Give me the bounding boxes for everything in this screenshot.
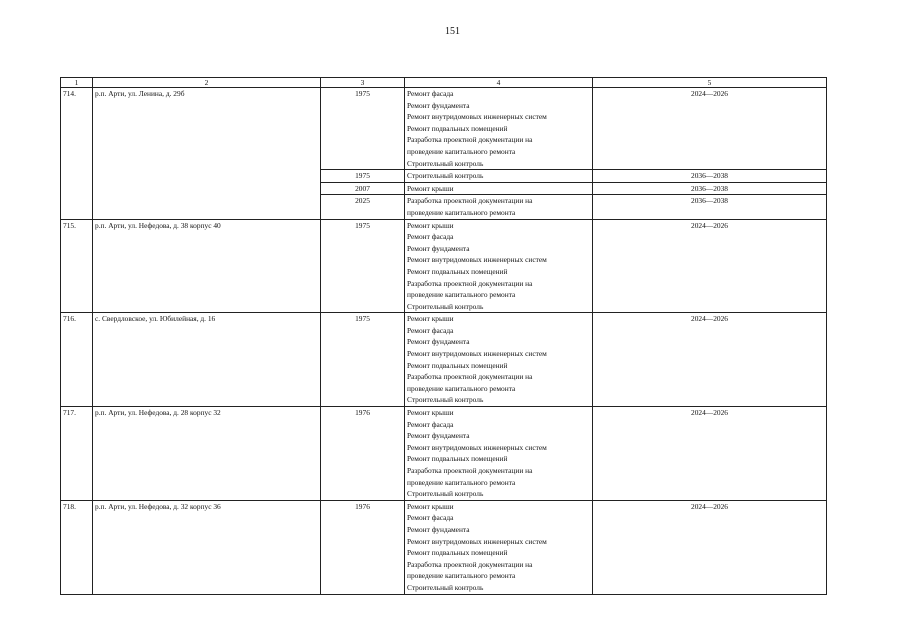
table-body [61, 78, 827, 595]
column-number: 1 [61, 78, 93, 88]
address-cell: с. Свердловское, ул. Юбилейная, д. 16 [93, 313, 321, 407]
works-cell [405, 219, 593, 313]
period-cell: 2036—2038 [593, 195, 827, 219]
work-item: Ремонт фасада [407, 89, 454, 98]
work-item: проведение капитального ремонта [407, 207, 516, 217]
address-cell: р.п. Арти, ул. Нефедова, д. 32 корпус 36 [93, 500, 321, 594]
works-cell [405, 182, 593, 195]
row-number: 715. [61, 219, 93, 313]
work-item: Разработка проектной документации на [407, 466, 533, 475]
works-cell [405, 170, 593, 183]
work-item: Ремонт подвальных помещений [407, 123, 508, 133]
column-number: 2 [93, 78, 321, 88]
row-number: 718. [61, 500, 93, 594]
work-item: Ремонт крыши [407, 408, 454, 418]
work-item: Разработка проектной документации на [407, 372, 533, 382]
work-item: Ремонт фасада [407, 419, 454, 429]
row-number: 714. [61, 88, 93, 220]
work-item: Строительный контроль [407, 582, 484, 592]
work-item: Ремонт крыши [407, 501, 454, 511]
page-number: 151 [445, 26, 460, 37]
work-item: Ремонт крыши [407, 183, 454, 193]
year-cell: 1975 [321, 170, 405, 183]
work-item: Строительный контроль [407, 301, 484, 311]
work-item: Ремонт фундамента [407, 431, 470, 441]
work-item: Разработка проектной документации на [407, 196, 533, 206]
work-item: Ремонт крыши [407, 314, 454, 324]
period-cell: 2024—2026 [593, 500, 827, 594]
work-item: Ремонт внутридомовых инженерных систем [407, 536, 547, 546]
table-row [61, 500, 827, 594]
work-item: проведение капитального ремонта [407, 477, 516, 487]
column-number-row [61, 78, 827, 88]
work-item: проведение капитального ремонта [407, 290, 516, 300]
column-number: 4 [405, 78, 593, 88]
work-item: Строительный контроль [407, 158, 484, 168]
work-item: Ремонт внутридомовых инженерных систем [407, 349, 547, 359]
year-cell: 1975 [321, 219, 405, 313]
address-cell: р.п. Арти, ул. Нефедова, д. 38 корпус 40 [93, 219, 321, 313]
column-number: 3 [321, 78, 405, 88]
work-item: Ремонт фасада [407, 232, 454, 242]
work-item: Ремонт фасада [407, 325, 454, 335]
work-item: Ремонт фасада [407, 513, 454, 523]
period-cell: 2024—2026 [593, 313, 827, 407]
address-cell: р.п. Арти, ул. Нефедова, д. 28 корпус 32 [93, 407, 321, 501]
work-item: Строительный контроль [407, 489, 484, 499]
table-row [61, 313, 827, 407]
period-cell: 2024—2026 [593, 407, 827, 501]
period-cell: 2036—2038 [593, 182, 827, 195]
repair-schedule-table [60, 77, 827, 595]
work-item: Ремонт подвальных помещений [407, 266, 508, 276]
work-item: Строительный контроль [407, 395, 484, 405]
works-cell [405, 500, 593, 594]
work-item: Ремонт внутридомовых инженерных систем [407, 112, 547, 122]
works-cell [405, 407, 593, 501]
work-item: Строительный контроль [407, 171, 484, 181]
table-row [61, 88, 827, 170]
work-item: Разработка проектной документации на [407, 559, 533, 569]
work-item: проведение капитального ремонта [407, 146, 516, 156]
row-number: 716. [61, 313, 93, 407]
year-cell: 2007 [321, 182, 405, 195]
work-item: проведение капитального ремонта [407, 571, 516, 581]
year-cell: 1975 [321, 88, 405, 170]
works-cell [405, 313, 593, 407]
work-item: Ремонт подвальных помещений [407, 454, 508, 464]
work-item: Ремонт внутридомовых инженерных систем [407, 255, 547, 265]
address-cell: р.п. Арти, ул. Ленина, д. 29б [93, 88, 321, 220]
table-row [61, 407, 827, 501]
work-item: Разработка проектной документации на [407, 278, 533, 288]
table-row [61, 219, 827, 313]
year-cell: 1976 [321, 407, 405, 501]
work-item: Ремонт фундамента [407, 337, 470, 347]
works-cell [405, 88, 593, 170]
year-cell: 1976 [321, 500, 405, 594]
period-cell: 2024—2026 [593, 219, 827, 313]
work-item: Ремонт фундамента [407, 243, 470, 253]
work-item: Ремонт крыши [407, 220, 454, 230]
year-cell: 1975 [321, 313, 405, 407]
work-item: Ремонт подвальных помещений [407, 360, 508, 370]
row-number: 717. [61, 407, 93, 501]
work-item: проведение капитального ремонта [407, 383, 516, 393]
works-cell [405, 195, 593, 219]
work-item: Ремонт подвальных помещений [407, 548, 508, 558]
work-item: Разработка проектной документации на [407, 135, 533, 145]
year-cell: 2025 [321, 195, 405, 219]
work-item: Ремонт фундамента [407, 524, 470, 534]
column-number: 5 [593, 78, 827, 88]
work-item: Ремонт внутридомовых инженерных систем [407, 442, 547, 452]
period-cell: 2036—2038 [593, 170, 827, 183]
work-item: Ремонт фундамента [407, 100, 470, 110]
period-cell: 2024—2026 [593, 88, 827, 170]
